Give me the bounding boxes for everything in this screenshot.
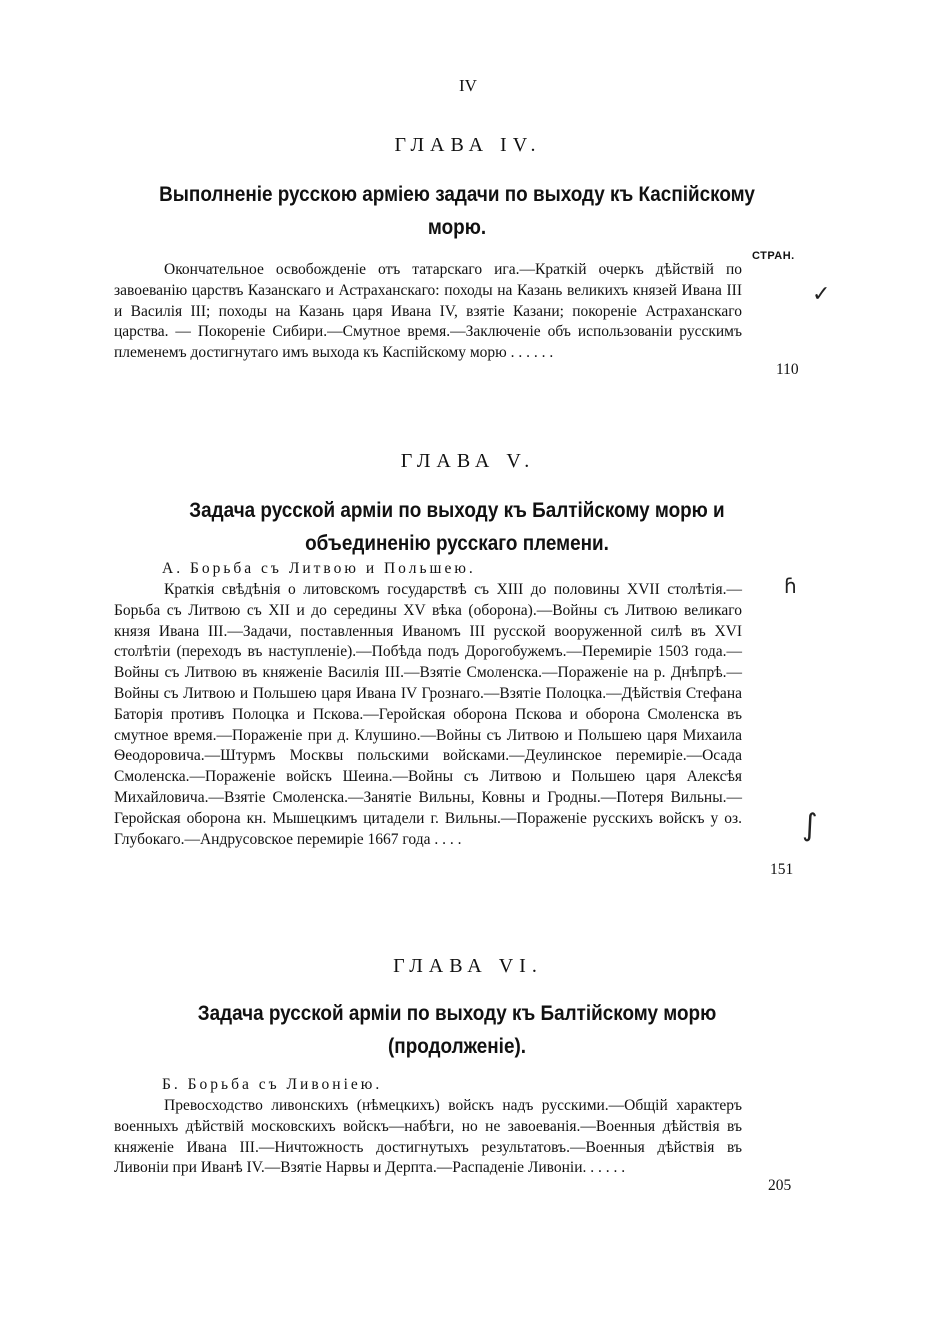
chapter-5-subheading: А. Борьба съ Литвою и Польшею. [162, 560, 476, 577]
chapter-6-page: 205 [768, 1177, 792, 1194]
margin-mark-icon: ɦ [784, 574, 797, 598]
chapter-4-title: Выполненіе русскою арміею задачи по выходу къ Каспійскому морю. [159, 183, 755, 239]
chapter-6-text: Превосходство ливонскихъ (нѣмецкихъ) войскъ надъ русскими.—Общій характеръ военныхъ дѣйствій московскихъ войскъ—набѣги, но не завоеванія.—Военныя дѣйствія въ княженіе Ивана III.—Ничтожность достигнутыхъ результатовъ.—Военныя дѣйствія въ Ливоніи при Иванѣ IV.—Взятіе Нарвы и Дерпта.—Распаденіе Ливоніи. . . . . . [114, 1097, 742, 1177]
check-mark-icon: ✓ [812, 282, 831, 307]
page-column-label: СТРАН. [752, 250, 795, 262]
page-number: IV [459, 76, 477, 95]
chapter-5-title: Задача русской арміи по выходу къ Балтійскому морю и объединенію русскаго племени. [189, 499, 725, 555]
chapter-5-heading: ГЛАВА V. [400, 450, 536, 472]
chapter-5-page: 151 [770, 861, 794, 878]
chapter-4-summary [114, 260, 742, 364]
chapter-4-heading: ГЛАВА IV. [394, 134, 542, 156]
chapter-6-subheading: Б. Борьба съ Ливоніею. [162, 1076, 383, 1093]
chapter-4-page: 110 [776, 361, 799, 378]
chapter-5-summary [114, 580, 742, 850]
chapter-6-heading: ГЛАВА VI. [393, 955, 543, 977]
chapter-6-title: Задача русской арміи по выходу къ Балтійскому морю (продолженіе). [197, 1002, 717, 1058]
margin-bracket-icon: ∫ [802, 808, 818, 843]
chapter-5-text: Краткія свѣдѣнія о литовскомъ государствѣ съ XIII до половины XVII столѣтія.—Борьба съ Литвою съ XII и до середины XV вѣка (оборона).—Войны съ Литвою великаго князя Ивана III.—Задачи, поставленныя Иваномъ III русской вооруженной силѣ въ XVI столѣтіи (переходъ въ наступленіе).—Побѣда подъ Дорогобужемъ.—Перемиріе 1503 года.—Войны съ Литвою въ княженіе Василія III.—Взятіе Смоленска.—Пораженіе на р. Днѣпрѣ.—Войны съ Литвою и Польшею царя Ивана IV Грознаго.—Взятіе Полоцка.—Дѣйствія Стефана Баторія противъ Полоцка и Пскова.—Геройская оборона Пскова и оборона Смоленска въ смутное время.—Пораженіе при д. Клушино.—Войны съ Литвою и Польшею царя Михаила Ѳеодоровича.—Штурмъ Москвы польскими войсками.—Деулинское перемиріе.—Осада Смоленска.—Пораженіе войскъ Шеина.—Войны съ Литвою и Польшею царя Алексѣя Михайловича.—Взятіе Смоленска.—Занятіе Вильны, Ковны и Гродны.—Потеря Вильны.—Геройская оборона кн. Мышецкимъ цитадели г. Вильны.—Пораженіе русскихъ войскъ у оз. Глубокаго.—Андрусовское перемиріе 1667 года . . . . [114, 581, 742, 848]
chapter-6-summary [114, 1096, 742, 1179]
chapter-4-text: Окончательное освобожденіе отъ татарскаго ига.—Краткій очеркъ дѣйствій по завоеванію царствъ Казанскаго и Астраханскаго: походы на Казань великихъ князей Ивана III и Василія III; походы на Казань царя Ивана IV, взятіе Казани; покореніе Астраханскаго царства. — Покореніе Сибири.—Смутное время.—Заключеніе объ использованіи русскимъ племенемъ достигнутаго имъ выхода къ Каспійскому морю . . . . . . [114, 261, 742, 362]
